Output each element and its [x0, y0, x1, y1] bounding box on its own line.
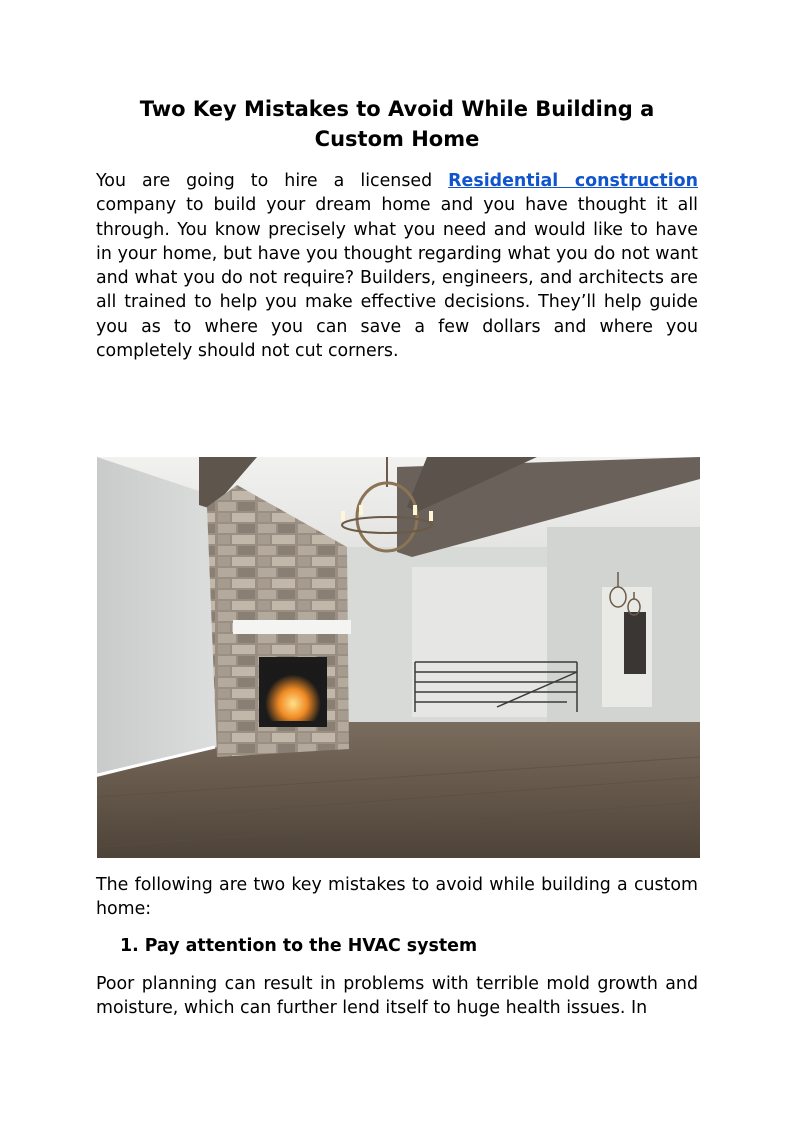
- intro-text-before-link: You are going to hire a licensed: [96, 171, 449, 191]
- section-heading-text: Pay attention to the HVAC system: [144, 936, 478, 956]
- section-number: 1.: [120, 936, 139, 956]
- document-title: Two Key Mistakes to Avoid While Building a Custom Home: [139, 97, 655, 151]
- living-room-fireplace-photo: [97, 457, 700, 858]
- intro-text-after-link: company to build your dream home and you have thought it all through. You know precisely what you need and would like to have in your home, but have you thought regarding what you do not want and what you do not require? Builders, engineers, and architects are all trained to help you make effective decisions. They’ll help guide you as to where you can save a few dollars and where you completely should not cut corners.: [96, 195, 698, 362]
- residential-construction-link[interactable]: Residential construction: [448, 171, 698, 191]
- intro-paragraph: [96, 169, 698, 363]
- hvac-paragraph: Poor planning can result in problems with terrible mold growth and moisture, which can further lend itself to huge health issues. In: [96, 974, 698, 1019]
- following-paragraph: The following are two key mistakes to avoid while building a custom home:: [96, 875, 698, 920]
- section-heading-hvac: [120, 934, 477, 958]
